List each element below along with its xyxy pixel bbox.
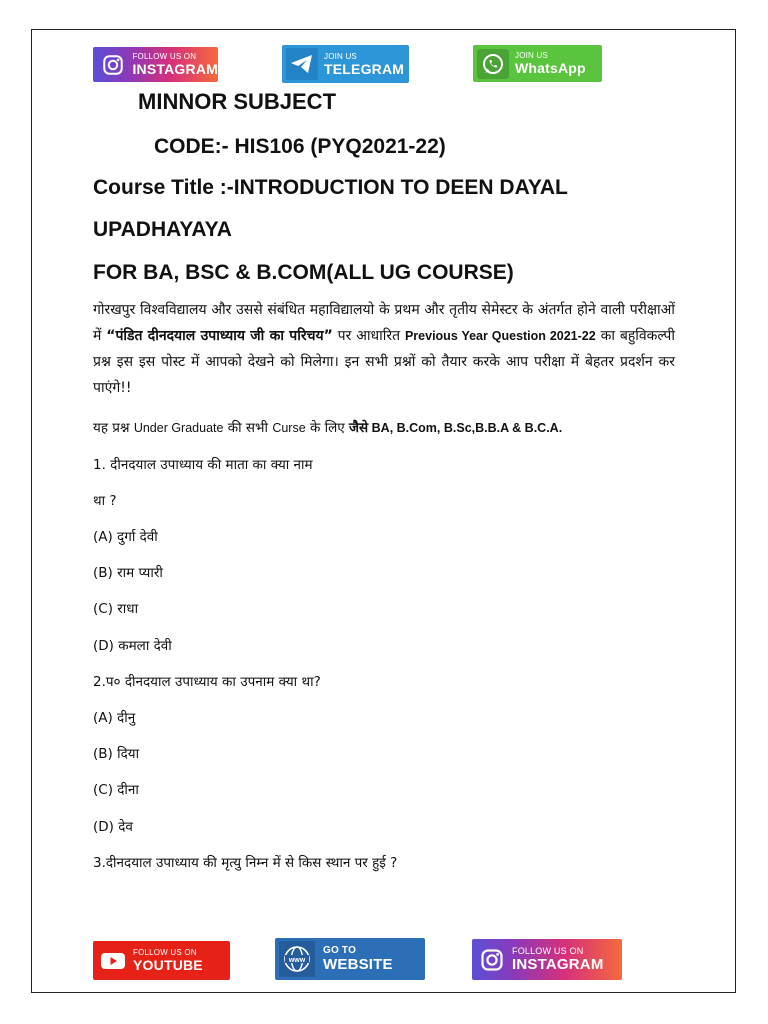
intro-bold-title: “पंडित दीनदयाल उपाध्याय जी का परिचय” [106,328,333,344]
courses-curse: Curse [272,421,306,435]
instagram-top-big-label: INSTAGRAM [132,61,218,77]
courses-text-1: यह प्रश्न [93,420,134,436]
courses-ug: Under Graduate [133,421,224,435]
instagram-follow-button-top[interactable] [93,47,218,82]
telegram-join-button[interactable] [282,45,409,83]
instagram-follow-button-bottom[interactable] [472,939,622,980]
question-1-line-2: था ? [93,493,117,509]
telegram-big-label: TELEGRAM [324,60,405,77]
instagram-bottom-small-label: FOLLOW US ON [512,946,584,956]
telegram-small-label: JOIN US [324,51,357,61]
question-1-option-d: (D) कमला देवी [93,638,172,654]
website-go-button[interactable] [275,938,425,980]
intro-bold-pyq: Previous Year Question 2021-22 [404,329,596,343]
course-title-line-2: UPADHAYAYA [93,218,232,241]
svg-text:www: www [288,957,306,964]
question-2-option-c: (C) दीना [93,782,139,798]
whatsapp-icon [477,49,509,79]
website-big-label: WEBSITE [323,956,393,973]
intro-paragraph [93,297,675,401]
courses-text-2: की सभी [223,420,273,436]
intro-text-3: का बहुविकल्पी प्रश्न इस इस पोस्ट में आपको देखने को मिलेगा। इन सभी प्रश्नों को तैयार करके आप परीक्षा में बेहतर प्रदर्शन कर पाएंगे!! [93,328,676,396]
intro-text-2: पर आधारित [332,328,405,344]
subject-heading: MINNOR SUBJECT [138,89,337,114]
question-1-option-c: (C) राधा [93,601,139,617]
instagram-top-small-label: FOLLOW US ON [132,52,197,61]
question-1-line-1: 1. दीनदयाल उपाध्याय की माता का क्या नाम [93,457,313,473]
question-3-line-1: 3.दीनदयाल उपाध्याय की मृत्यु निम्न में से किस स्थान पर हुई ? [93,855,398,871]
instagram-icon [99,51,126,79]
question-2-option-d: (D) देव [93,819,133,835]
whatsapp-small-label: JOIN US [515,51,548,60]
youtube-follow-button[interactable] [93,941,230,980]
courses-bold-jaise: जैसे [349,420,369,436]
question-1-option-b: (B) राम प्यारी [93,565,163,581]
question-2-option-b: (B) दिया [93,746,140,762]
telegram-icon [286,48,318,80]
courses-bold-list: BA, B.Com, B.Sc,B.B.A & B.C.A. [368,421,563,435]
youtube-icon [99,947,127,975]
course-title-line-1: Course Title :-INTRODUCTION TO DEEN DAYAL [93,176,568,199]
globe-www-icon [279,941,315,977]
applicable-courses-line [93,418,562,436]
youtube-big-label: YOUTUBE [133,957,203,973]
question-1-option-a: (A) दुर्गा देवी [93,529,158,545]
website-small-label: GO TO [323,945,357,956]
target-courses-heading: FOR BA, BSC & B.COM(ALL UG COURSE) [93,261,514,284]
instagram-bottom-big-label: INSTAGRAM [512,956,604,973]
instagram-icon [478,946,506,974]
question-2-line-1: 2.प० दीनदयाल उपाध्याय का उपनाम क्या था? [93,674,321,690]
whatsapp-join-button[interactable] [473,45,602,82]
course-code-heading: CODE:- HIS106 (PYQ2021-22) [154,135,446,158]
page-border [31,29,736,993]
youtube-small-label: FOLLOW US ON [133,948,197,957]
whatsapp-big-label: WhatsApp [515,60,586,76]
question-2-option-a: (A) दीनु [93,710,136,726]
courses-text-3: के लिए [305,420,350,436]
intro-text-1: गोरखपुर विश्वविद्यालय और उससे संबंधित महाविद्यालयो के प्रथम और तृतीय सेमेस्टर के अंतर्गत होने वाली परीक्षाओं में [93,302,675,344]
